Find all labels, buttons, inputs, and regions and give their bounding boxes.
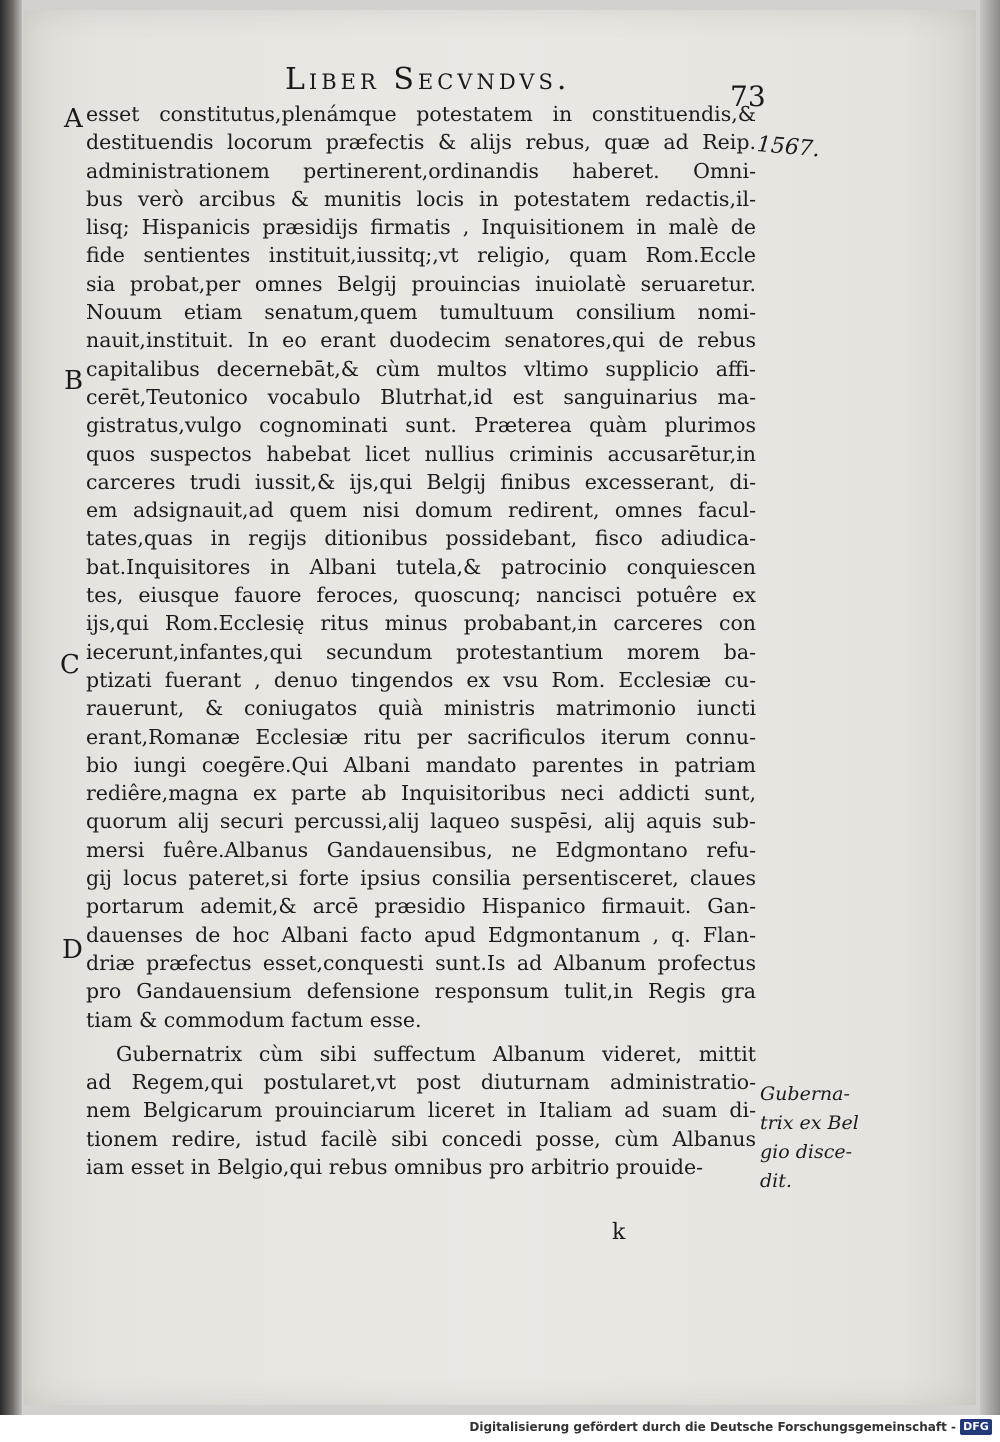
text-line: dauenses de hoc Albani facto apud Edgmontanum , q. Flan- [86,922,756,947]
text-line: iecerunt,infantes,qui secundum protestantium morem ba- [86,639,756,664]
running-head: Liber Secvndvs. [285,62,571,97]
text-line: bio iungi coegēre.Qui Albani mandato parentes in patriam [86,752,756,777]
text-line: quorum alij securi percussi,alij laqueo suspēsi, alij aquis sub- [86,809,756,834]
text-line: em adsignauit,ad quem nisi domum redirent, omnes facul- [86,498,756,523]
text-line: rediêre,magna ex parte ab Inquisitoribus neci addicti sunt, [86,781,756,806]
text-line: gij locus pateret,si forte ipsius consilia persentisceret, claues [86,866,756,891]
body-text [86,100,756,1181]
text-line: tiam & commodum factum esse. [86,1007,422,1032]
text-line: pro Gandauensium defensione responsum tulit,in Regis gra [86,979,756,1004]
folio-number: 73 [730,80,766,113]
margin-note-line: Guberna- [760,1083,850,1105]
text-line: lisq; Hispanicis præsidijs firmatis , Inquisitionem in malè de [86,215,756,240]
section-marker-a: A [64,104,83,134]
text-line: rauerunt, & coniugatos quià ministris matrimonio iuncti [86,696,756,721]
text-line: tates,quas in regijs ditionibus possidebant, fisco adiudica- [86,526,756,551]
text-line: destituendis locorum præfectis & alijs rebus, quæ ad Reip. [86,130,756,155]
margin-note-line: gio disce- [760,1141,853,1163]
margin-note-line: trix ex Bel [760,1112,859,1134]
margin-note-line: dit. [760,1170,792,1192]
text-line: tes, eiusque fauore feroces, quoscunq; nancisci potuêre ex [86,583,756,608]
text-line: ptizati fuerant , denuo tingendos ex vsu Rom. Ecclesiæ cu- [86,667,756,692]
section-marker-d: D [62,935,83,965]
text-line: nem Belgicarum prouinciarum liceret in Italiam ad suam di- [86,1098,756,1123]
text-line: fide sentientes instituit,iussitq;,vt religio, quam Rom.Eccle [86,243,756,268]
text-line: mersi fuêre.Albanus Gandauensibus, ne Edgmontano refu- [86,837,756,862]
text-line: bat.Inquisitores in Albani tutela,& patrocinio conquiescen [86,554,756,579]
text-line: ad Regem,qui postularet,vt post diuturnam administratio- [86,1070,756,1095]
text-line: Gubernatrix cùm sibi suffectum Albanum videret, mittit [116,1041,756,1066]
margin-note [760,1080,860,1196]
text-line: administrationem pertinerent,ordinandis haberet. Omni- [86,158,756,183]
footer-credit: Digitalisierung gefördert durch die Deutsche Forschungsgemeinschaft - [469,1420,956,1434]
text-line: erant,Romanæ Ecclesiæ ritu per sacrificulos iterum connu- [86,724,756,749]
scan-right-edge [980,0,1000,1415]
year-margin-note: 1567. [755,132,821,163]
section-marker-c: C [60,650,80,680]
text-line: quos suspectos habebat licet nullius criminis accusarētur,in [86,441,756,466]
text-line: iam esset in Belgio,qui rebus omnibus pro arbitrio prouide- [86,1154,704,1179]
text-line: carceres trudi iussit,& ijs,qui Belgij finibus excesserant, di- [86,469,756,494]
text-line: capitalibus decernebāt,& cùm multos vltimo supplicio affi- [86,356,756,381]
signature-mark: k [612,1220,626,1245]
dfg-logo-icon: DFG [960,1419,992,1435]
text-line: ijs,qui Rom.Ecclesię ritus minus probabant,in carceres con [86,611,756,636]
footer-bar [0,1415,1000,1442]
text-line: esset constitutus,plenámque potestatem in constituendis,& [86,102,756,126]
text-line: sia probat,per omnes Belgij prouincias inuiolatè seruaretur. [86,271,756,296]
section-marker-b: B [64,366,84,396]
scan-left-edge [0,0,22,1415]
text-line: portarum ademit,& arcē præsidio Hispanico firmauit. Gan- [86,894,756,919]
text-line: Nouum etiam senatum,quem tumultuum consilium nomi- [86,300,756,325]
text-line: bus verò arcibus & munitis locis in potestatem redactis,il- [86,186,756,211]
text-line: nauit,instituit. In eo erant duodecim senatores,qui de rebus [86,328,756,353]
text-line: gistratus,vulgo cognominati sunt. Præterea quàm plurimos [86,413,756,438]
text-line: tionem redire, istud facilè sibi concedi posse, cùm Albanus [86,1126,756,1151]
text-line: driæ præfectus esset,conquesti sunt.Is ad Albanum profectus [86,950,756,975]
text-line: cerēt,Teutonico vocabulo Blutrhat,id est sanguinarius ma- [86,384,756,409]
